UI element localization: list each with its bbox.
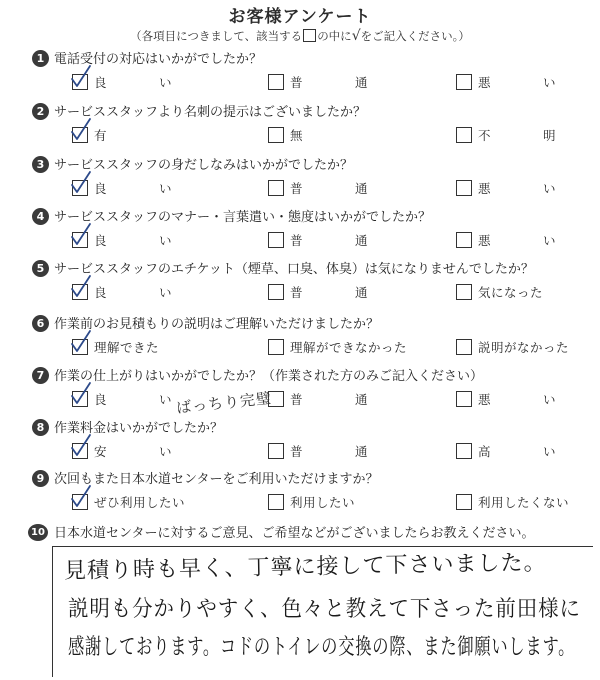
question-label: サービススタッフのマナー・言葉遣い・態度はいかがでしたか？ — [54, 210, 432, 225]
question-label: 作業前のお見積もりの説明はご理解いただけましたか？ — [54, 317, 380, 332]
option-label: 普 通 — [290, 444, 369, 459]
instruction-text — [0, 28, 600, 44]
checkbox[interactable] — [268, 443, 284, 459]
check-mark-icon — [70, 484, 92, 510]
option-label: 理解ができなかった — [290, 340, 408, 355]
option-label: 高 い — [478, 444, 557, 459]
question-number-badge: 2 — [32, 103, 49, 120]
option-label: 良 い — [94, 392, 173, 407]
option-label: 良 い — [94, 75, 173, 90]
checkbox[interactable] — [268, 284, 284, 300]
option-label: 良 い — [94, 285, 173, 300]
option-label: 普 通 — [290, 285, 369, 300]
check-mark-icon — [70, 274, 92, 300]
checkbox[interactable] — [456, 127, 472, 143]
option-label: 気になった — [478, 285, 544, 300]
checkbox[interactable] — [268, 232, 284, 248]
question-number-badge: 5 — [32, 260, 49, 277]
question-number-badge: 10 — [28, 524, 48, 541]
check-mark-example: √ — [351, 28, 361, 44]
check-mark-icon — [70, 64, 92, 90]
instruction-before: （各項目につきまして、該当する — [130, 29, 303, 43]
option-label: 普 通 — [290, 392, 369, 407]
question-number-badge: 4 — [32, 208, 49, 225]
question-label: サービススタッフの身だしなみはいかがでしたか？ — [54, 158, 354, 173]
checkbox[interactable] — [456, 339, 472, 355]
option-label: 理解できた — [94, 340, 160, 355]
question-number-badge: 9 — [32, 470, 49, 487]
checkbox[interactable] — [456, 443, 472, 459]
option-label: 不 明 — [478, 128, 557, 143]
option-label: 悪 い — [478, 233, 557, 248]
checkbox-example-icon — [303, 29, 316, 42]
option-label: 有 — [94, 128, 108, 143]
question-label: 作業料金はいかがでしたか？ — [54, 421, 224, 436]
option-label: 無 — [290, 128, 304, 143]
option-label: 普 通 — [290, 233, 369, 248]
check-mark-icon — [70, 433, 92, 459]
question-number-badge: 6 — [32, 315, 49, 332]
survey-title: お客様アンケート — [228, 7, 372, 27]
checkbox[interactable] — [268, 180, 284, 196]
check-mark-icon — [70, 117, 92, 143]
option-label: 悪 い — [478, 392, 557, 407]
check-mark-icon — [70, 381, 92, 407]
question-label: 次回もまた日本水道センターをご利用いただけますか？ — [54, 472, 379, 487]
question-label: 電話受付の対応はいかがでしたか？ — [54, 52, 263, 67]
question-number-badge: 3 — [32, 156, 49, 173]
option-label: 利用したくない — [478, 495, 570, 510]
question-label: 日本水道センターに対するご意見、ご希望などがございましたらお教えください。 — [54, 526, 535, 541]
checkbox[interactable] — [268, 127, 284, 143]
checkbox[interactable] — [456, 180, 472, 196]
option-label: 良 い — [94, 233, 173, 248]
option-label: 安 い — [94, 444, 173, 459]
checkbox[interactable] — [268, 339, 284, 355]
instruction-middle: の中に — [317, 29, 352, 43]
checkbox[interactable] — [456, 232, 472, 248]
checkbox[interactable] — [456, 284, 472, 300]
question-number-badge: 8 — [32, 419, 49, 436]
question-label: サービススタッフのエチケット（煙草、口臭、体臭）は気になりませんでしたか？ — [54, 262, 534, 277]
checkbox[interactable] — [456, 74, 472, 90]
check-mark-icon — [70, 170, 92, 196]
option-label: 普 通 — [290, 75, 369, 90]
option-label: 普 通 — [290, 181, 369, 196]
question-number-badge: 7 — [32, 367, 49, 384]
checkbox[interactable] — [268, 74, 284, 90]
option-label: 良 い — [94, 181, 173, 196]
comment-line-3: 感謝しております。コドのトイレの交換の際、また御願いします。 — [68, 635, 576, 660]
option-label: 悪 い — [478, 75, 557, 90]
comment-line-2: 説明も分かりやすく、色々と教えて下さった前田様に — [68, 597, 581, 622]
handwritten-note: ばっちり完璧 — [175, 389, 273, 417]
checkbox[interactable] — [456, 391, 472, 407]
option-label: 利用したい — [290, 495, 356, 510]
instruction-after: をご記入ください。） — [360, 29, 470, 43]
option-label: ぜひ利用したい — [94, 495, 186, 510]
check-mark-icon — [70, 329, 92, 355]
checkbox[interactable] — [456, 494, 472, 510]
question-label: サービススタッフより名刺の提示はございましたか？ — [54, 105, 367, 120]
checkbox[interactable] — [268, 494, 284, 510]
question-label: 作業の仕上がりはいかがでしたか？（作業された方のみご記入ください） — [54, 369, 484, 384]
check-mark-icon — [70, 222, 92, 248]
question-number-badge: 1 — [32, 50, 49, 67]
comment-line-1: 見積り時も早く、丁寧に接して下さいました。 — [63, 550, 547, 584]
option-label: 説明がなかった — [478, 340, 570, 355]
option-label: 悪 い — [478, 181, 557, 196]
